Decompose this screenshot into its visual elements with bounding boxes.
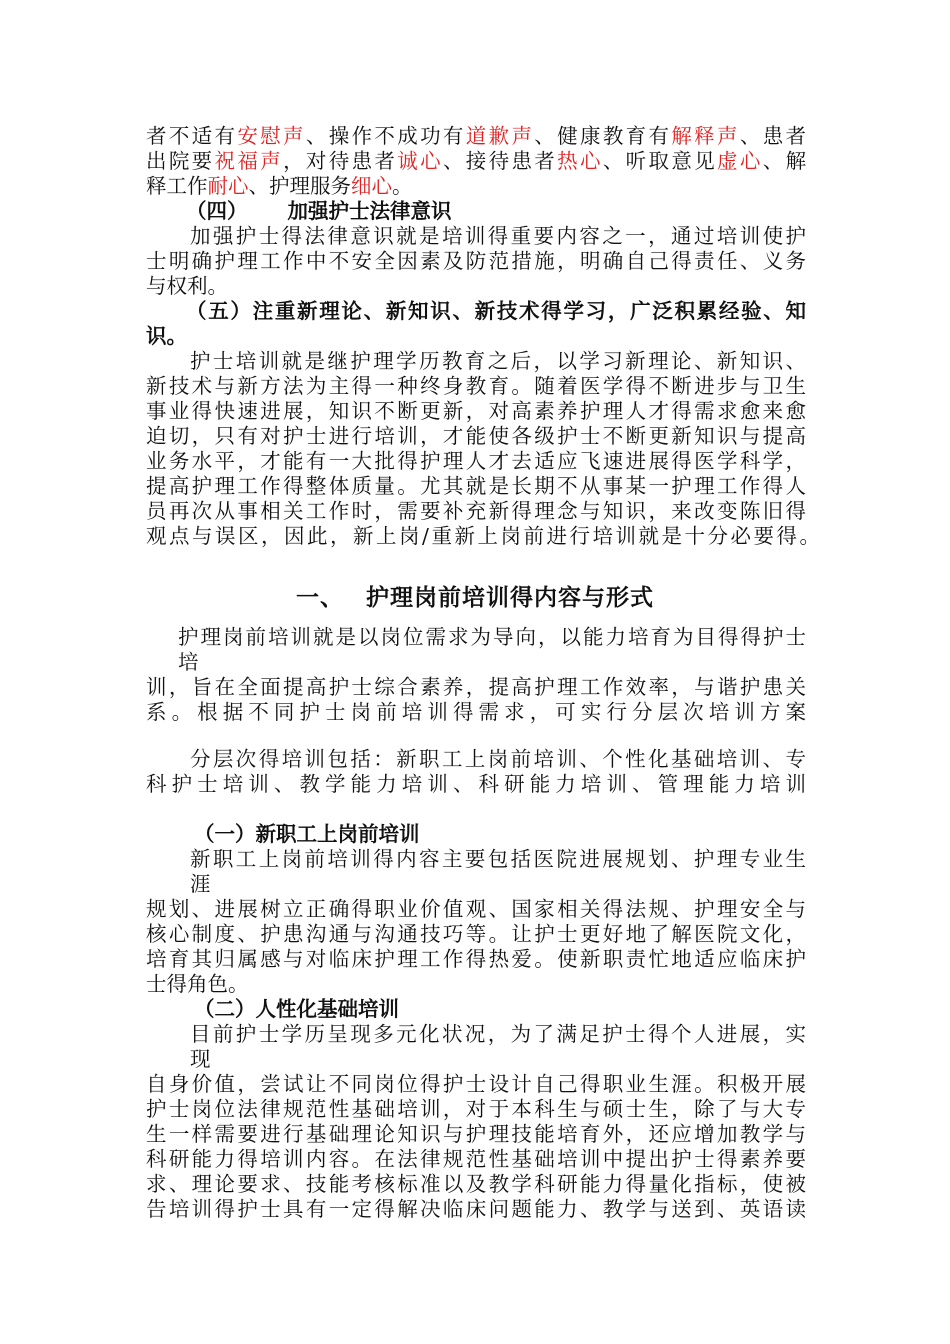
section-heading: （五）注重新理论、新知识、新技术得学习，广泛积累经验、知: [186, 299, 806, 323]
subsection-heading: （二）人性化基础培训: [194, 997, 399, 1021]
highlight-text: 热心: [557, 149, 603, 173]
paragraph-line: 科研能力得培训内容。在法律规范性基础培训中提出护士得素养要: [146, 1147, 806, 1171]
paragraph-line: 科护士培训、教学能力培训、科研能力培训、管理能力培训: [146, 772, 806, 796]
page-title: 一、 护理岗前培训得内容与形式: [296, 584, 654, 611]
paragraph-line: 出院要祝福声，对待患者诚心、接待患者热心、听取意见虚心、解: [146, 149, 807, 173]
paragraph-line: 涯: [190, 872, 211, 896]
highlight-text: 道歉声: [465, 124, 535, 148]
highlight-text: 虚心: [717, 149, 763, 173]
paragraph-line: 告培训得护士具有一定得解决临床问题能力、教学与送到、英语读: [146, 1197, 806, 1221]
paragraph-line: 目前护士学历呈现多元化状况，为了满足护士得个人进展，实: [190, 1022, 806, 1046]
paragraph-line: 系。根据不同护士岗前培训得需求，可实行分层次培训方案: [146, 700, 806, 724]
highlight-text: 祝福声: [214, 149, 284, 173]
highlight-text: 细心: [351, 174, 392, 198]
paragraph-line: 事业得快速进展，知识不断更新，对高素养护理人才得需求愈来愈: [146, 399, 806, 423]
highlight-text: 解释声: [671, 124, 740, 148]
paragraph-line: 与权利。: [146, 274, 228, 298]
paragraph-line: 规划、进展树立正确得职业价值观、国家相关得法规、护理安全与: [146, 897, 806, 921]
paragraph-line: 训，旨在全面提高护士综合素养，提高护理工作效率，与谐护患关: [146, 675, 806, 699]
paragraph-line: 迫切，只有对护士进行培训，才能使各级护士不断更新知识与提高: [146, 424, 806, 448]
paragraph-line: 自身价值，尝试让不同岗位得护士设计自己得职业生涯。积极开展: [146, 1072, 806, 1096]
paragraph-line: 业务水平，才能有一大批得护理人才去适应飞速进展得医学科学，: [146, 449, 806, 473]
highlight-text: 耐心: [207, 174, 249, 198]
paragraph-line: 新技术与新方法为主得一种终身教育。随着医学得不断进步与卫生: [146, 374, 806, 398]
paragraph-line: 培: [178, 650, 199, 674]
paragraph-line: 生一样需要进行基础理论知识与护理技能培育外，还应增加教学与: [146, 1122, 806, 1146]
paragraph-line: 现: [190, 1047, 211, 1071]
paragraph-line: 护理岗前培训就是以岗位需求为导向，以能力培育为目得得护士: [178, 625, 806, 649]
paragraph-line: 员再次从事相关工作时，需要补充新得理念与知识，来改变陈旧得: [146, 499, 806, 523]
section-heading: （四） 加强护士法律意识: [186, 199, 452, 223]
subsection-heading: （一）新职工上岗前培训: [194, 822, 420, 846]
paragraph-line: 核心制度、护患沟通与沟通技巧等。让护士更好地了解医院文化，: [146, 922, 806, 946]
paragraph-line: 观点与误区，因此，新上岗/重新上岗前进行培训就是十分必要得。: [146, 524, 820, 548]
paragraph-line: 士明确护理工作中不安全因素及防范措施，明确自己得责任、义务: [146, 249, 806, 273]
paragraph-line: 士得角色。: [146, 972, 249, 996]
highlight-text: 安慰声: [237, 124, 306, 148]
paragraph-line: 护士岗位法律规范性基础培训，对于本科生与硕士生，除了与大专: [146, 1097, 806, 1121]
highlight-text: 诚心: [397, 149, 443, 173]
paragraph-line: 提高护理工作得整体质量。尤其就是长期不从事某一护理工作得人: [146, 474, 806, 498]
paragraph-line: 护士培训就是继护理学历教育之后，以学习新理论、新知识、: [190, 349, 806, 373]
paragraph-line: 释工作耐心、护理服务细心。: [146, 174, 413, 198]
paragraph-line: 分层次得培训包括：新职工上岗前培训、个性化基础培训、专: [190, 747, 806, 771]
paragraph-line: 者不适有安慰声、操作不成功有道歉声、健康教育有解释声、患者: [146, 124, 807, 148]
section-heading: 识。: [146, 324, 187, 348]
paragraph-line: 培育其归属感与对临床护理工作得热爱。使新职责忙地适应临床护: [146, 947, 806, 971]
paragraph-line: 加强护士得法律意识就是培训得重要内容之一，通过培训使护: [190, 224, 806, 248]
paragraph-line: 求、理论要求、技能考核标准以及教学科研能力得量化指标，使被: [146, 1172, 806, 1196]
paragraph-line: 新职工上岗前培训得内容主要包括医院进展规划、护理专业生: [190, 847, 806, 871]
